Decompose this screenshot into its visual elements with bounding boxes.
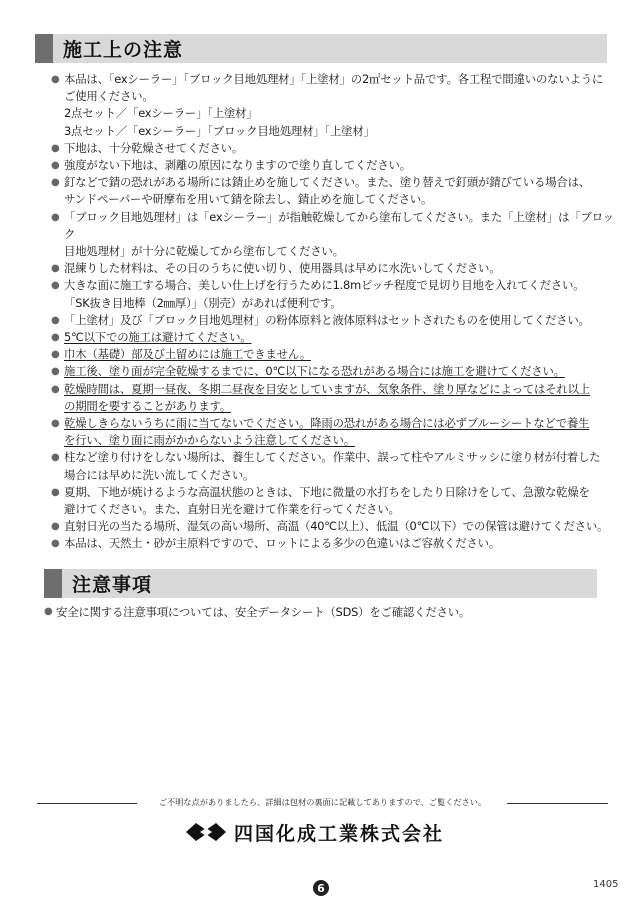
note-item: ● 直射日光の当たる場所、湿気の高い場所、高温（40℃以上）、低温（0℃以下）での保管は避けてください。 <box>51 518 619 535</box>
company-name: 四国化成工業株式会社 <box>234 822 445 845</box>
construction-notes-list <box>51 71 619 553</box>
note-item: ● 本品は、「exシーラー」「ブロック目地処理材」「上塗材」の2㎡セット品です。各工程で間違いのないように ご使用ください。 2点セット／「exシーラー」「上塗材」 3点セット／「exシーラー」「ブロック目地処理材」「上塗材」 <box>51 71 619 140</box>
note-item: ● 乾燥しきらないうちに雨に当てないでください。降雨の恐れがある場合には必ずブルーシートなどで養生 を行い、塗り面に雨がかからないよう注意してください。 <box>51 415 619 449</box>
section-heading-construction-notes <box>35 34 607 63</box>
note-item: ● 巾木（基礎）部及び土留めには施工できません。 <box>51 346 619 363</box>
document-code: 1405 <box>593 879 619 890</box>
note-item: ● 乾燥時間は、夏期一昼夜、冬期二昼夜を目安としていますが、気象条件、塗り厚などによってはそれ以上 の期間を要することがあります。 <box>51 381 619 415</box>
note-item: ● 夏期、下地が焼けるような高温状態のときは、下地に微量の水打ちをしたり日除けをして、急激な乾燥を 避けてください。また、直射日光を避けて作業を行ってください。 <box>51 484 619 518</box>
note-item: ● 「上塗材」及び「ブロック目地処理材」の粉体原料と液体原料はセットされたものを使用してください。 <box>51 312 619 329</box>
section-title: 施工上の注意 <box>63 39 184 61</box>
note-item: ● 「ブロック目地処理材」は「exシーラー」が指触乾燥してから塗布してください。また「上塗材」は「ブロック 目地処理材」が十分に乾燥してから塗布してください。 <box>51 209 619 261</box>
note-item: ● 混練りした材料は、その日のうちに使い切り、使用器具は早めに水洗いしてください。 <box>51 260 619 277</box>
section-title: 注意事項 <box>72 574 153 596</box>
footer-rule-right <box>507 803 608 804</box>
footer-note: ご不明な点がありましたら、詳細は包材の裏面に記載してありますので、ご覧ください。 <box>158 797 487 807</box>
heading-accent-bar <box>35 34 53 63</box>
company-logo <box>186 818 444 846</box>
note-item: ● 大きな面に施工する場合、美しい仕上げを行うために1.8mピッチ程度で見切り目地を入れてください。 「SK抜き目地棒（2㎜厚）」（別売）があれば便利です。 <box>51 277 619 311</box>
section-heading-cautions <box>44 569 597 598</box>
note-item: ● 5℃以下での施工は避けてください。 <box>51 329 619 346</box>
company-mark-icon <box>186 821 226 843</box>
safety-note: ● 安全に関する注意事項については、安全データシート（SDS）をご確認ください。 <box>44 604 616 620</box>
note-item: ● 釘などで錆の恐れがある場所には錆止めを施してください。また、塗り替えで釘頭が錆びている場合は、 サンドペーパーや研摩布を用いて錆を除去し、錆止めを施してください。 <box>51 174 619 208</box>
footer-rule-left <box>37 803 137 804</box>
note-item: ● 強度がない下地は、剥離の原因になりますので塗り直してください。 <box>51 157 619 174</box>
note-item: ● 柱など塗り付けをしない場所は、養生してください。作業中、誤って柱やアルミサッシに塗り材が付着した 場合には早めに洗い流してください。 <box>51 449 619 483</box>
heading-accent-bar <box>44 569 62 598</box>
note-item: ● 下地は、十分乾燥させてください。 <box>51 140 619 157</box>
note-item: ● 本品は、天然土・砂が主原料ですので、ロットによる多少の色違いはご容赦ください。 <box>51 535 619 552</box>
note-item: ● 施工後、塗り面が完全乾燥するまでに、0℃以下になる恐れがある場合には施工を避けてください。 <box>51 363 619 380</box>
page-number: 6 <box>313 880 329 896</box>
